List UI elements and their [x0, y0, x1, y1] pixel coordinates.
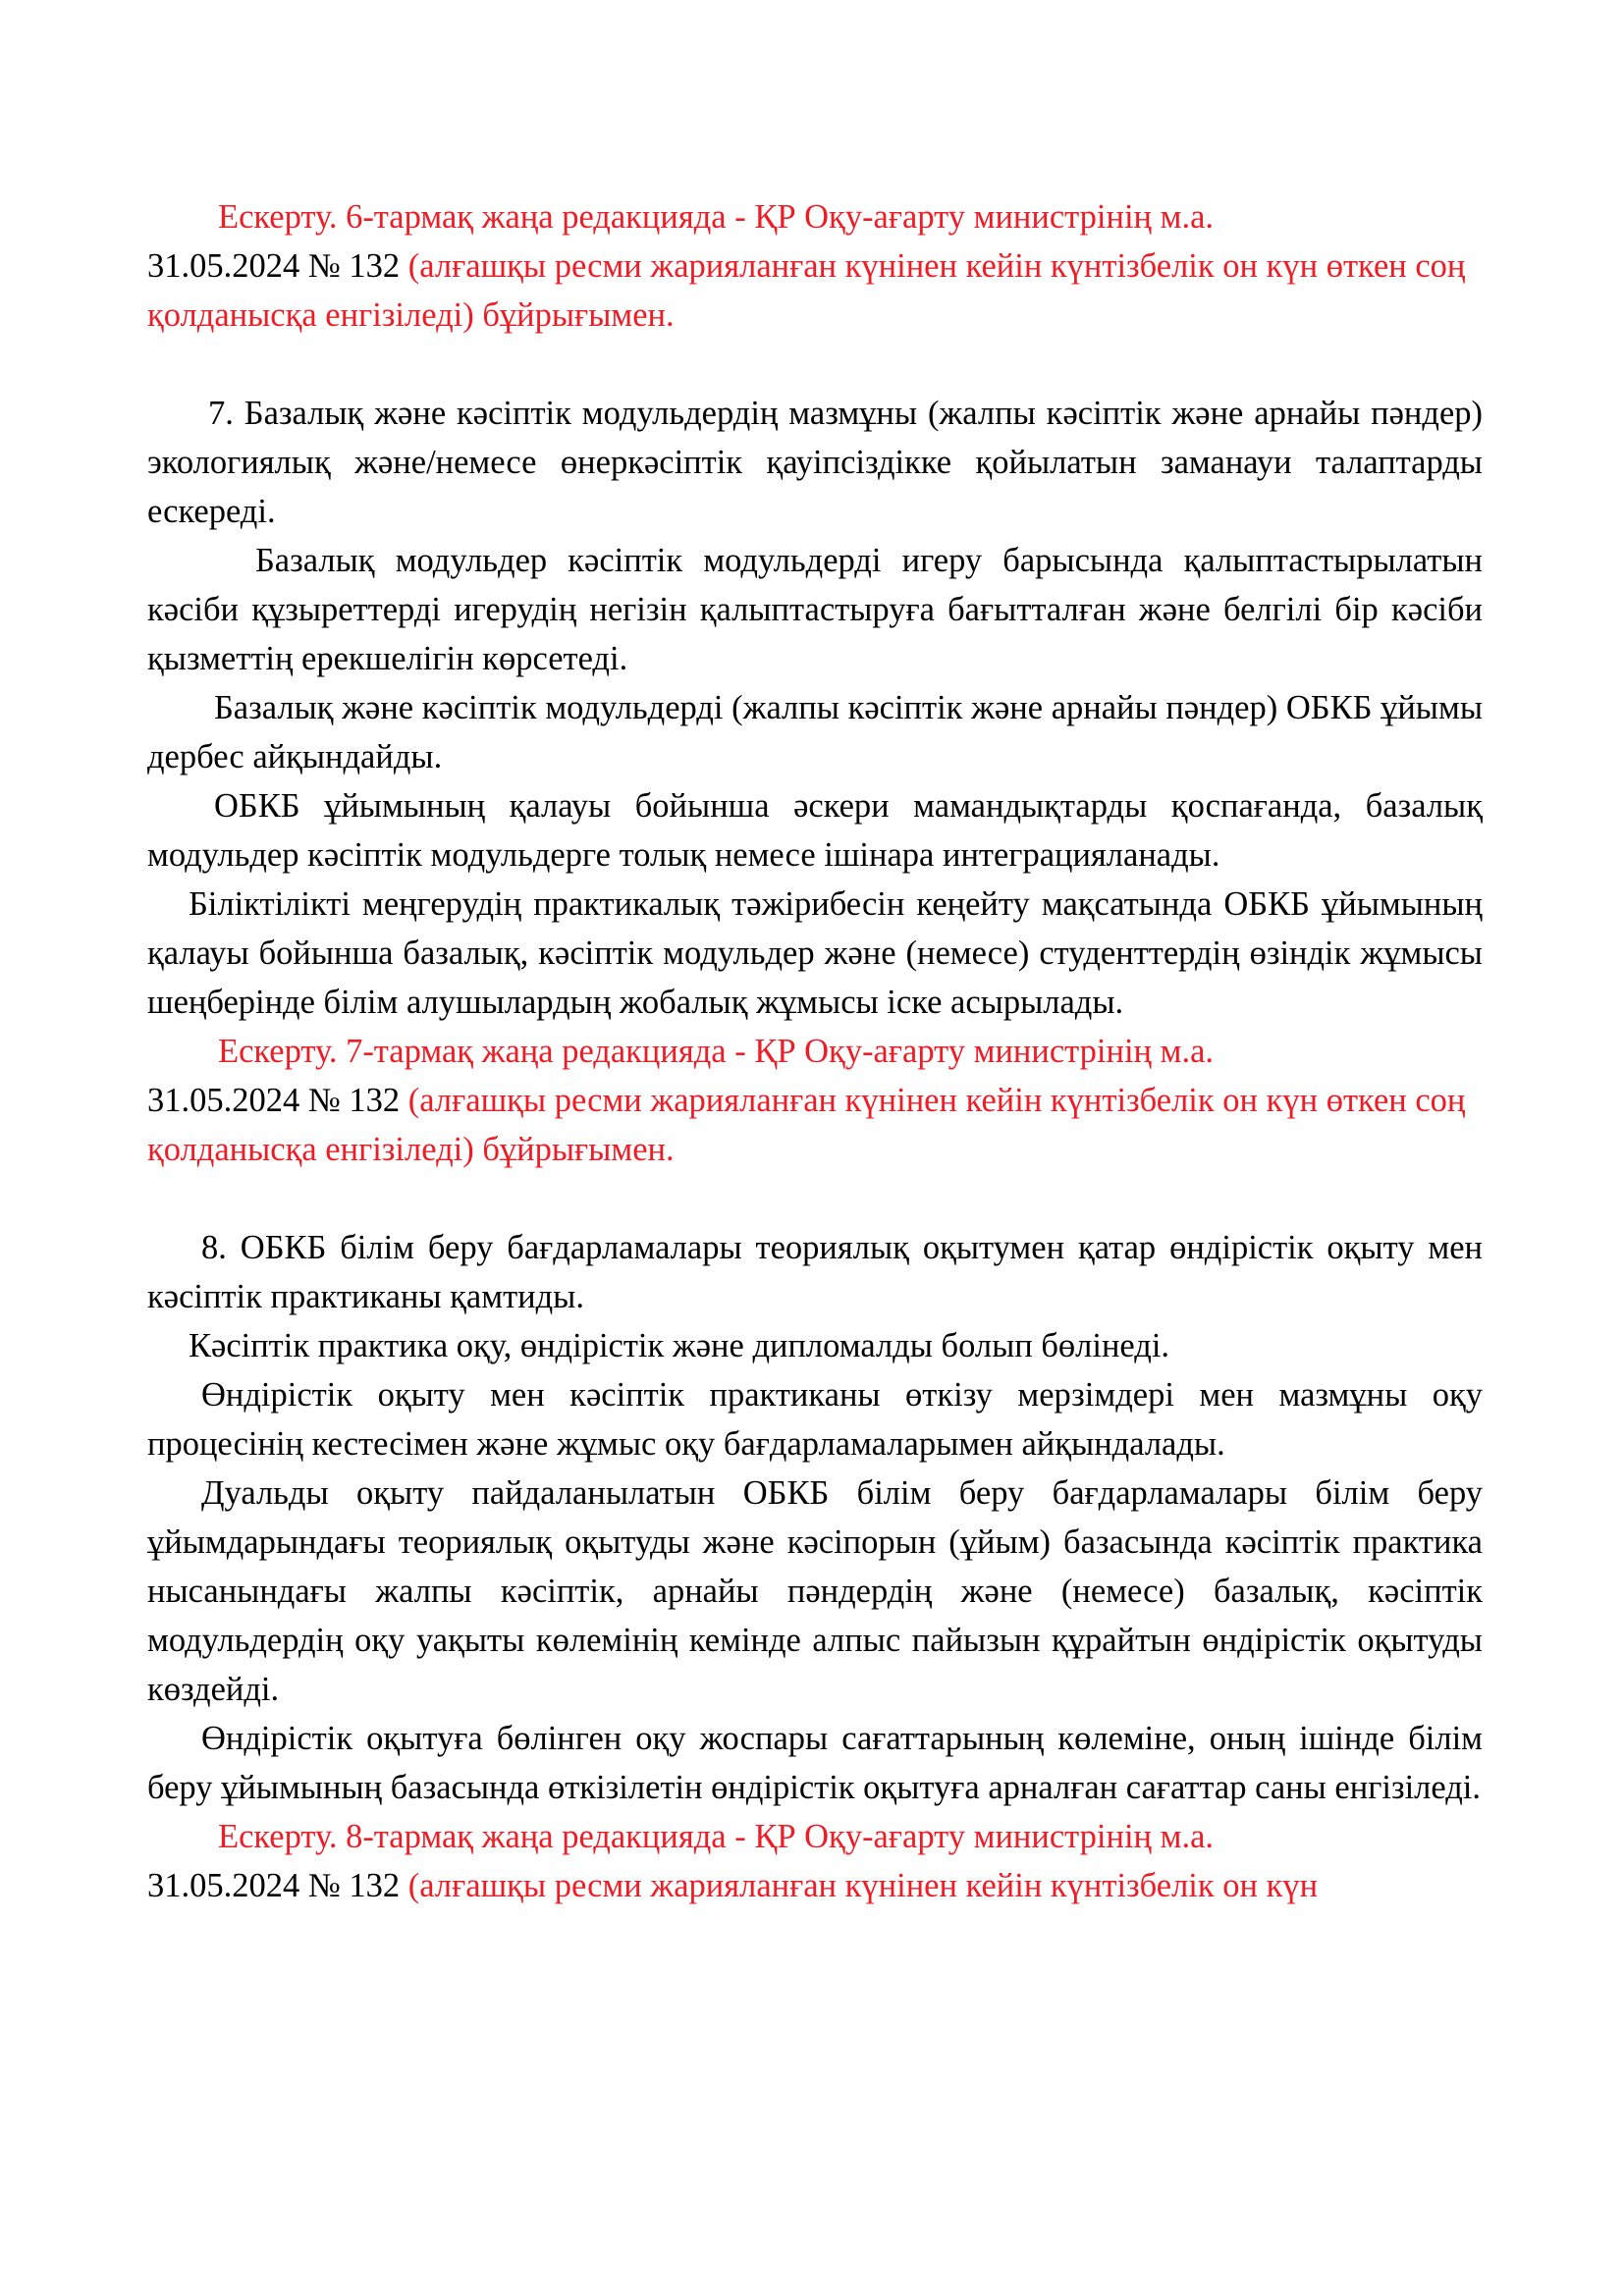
- note-7-reference[interactable]: 31.05.2024 № 132: [147, 1082, 401, 1119]
- clause-7-paragraph-1: 7. Базалық және кәсіптік модульдердің мазмұны (жалпы кәсіптік және арнайы пәндер) экологиялық және/немесе өнеркәсіптік қауіпсіздікке қойылатын заманауи талаптарды ескереді.: [147, 395, 1483, 530]
- note-6-reference[interactable]: 31.05.2024 № 132: [147, 247, 401, 285]
- clause-8-paragraph-1: 8. ОБКБ білім беру бағдарламалары теориялық оқытумен қатар өндірістік оқыту мен кәсіптік практиканы қамтиды.: [147, 1229, 1483, 1315]
- clause-8-paragraph-2: Кәсіптік практика оқу, өндірістік және дипломалды болып бөлінеді.: [189, 1327, 1170, 1364]
- clause-7-paragraph-2: Базалық модульдер кәсіптік модульдерді игеру барысында қалыптастырылатын кәсіби құзыреттерді игерудің негізін қалыптастыруға бағытталған және белгілі бір кәсіби қызметтің ерекшелігін көрсетеді.: [147, 542, 1483, 677]
- clause-8-paragraph-4: Дуальды оқыту пайдаланылатын ОБКБ білім беру бағдарламалары білім беру ұйымдарындағы теориялық оқытуды және кәсіпорын (ұйым) базасында кәсіптік практика нысанындағы жалпы кәсіптік, арнайы пәндердің және (немесе) базалық, кәсіптік модульдердің оқу уақыты көлемінің кемінде алпыс пайызын құрайтын өндірістік оқытуды көздейді.: [147, 1474, 1483, 1708]
- clause-7-paragraph-3: Базалық және кәсіптік модульдерді (жалпы кәсіптік және арнайы пәндер) ОБКБ ұйымы дербес айқындайды.: [147, 689, 1483, 775]
- amendment-note-8: [147, 1812, 1483, 1910]
- amendment-note-7: [147, 1027, 1483, 1174]
- note-8-reference[interactable]: 31.05.2024 № 132: [147, 1867, 401, 1904]
- note-7-lead: Ескерту. 7-тармақ жаңа редакцияда - ҚР Оқу-ағарту министрінің м.а.: [218, 1033, 1215, 1070]
- spacer: [147, 340, 1483, 389]
- document-page: [147, 192, 1483, 1910]
- clause-7-paragraph-4: ОБКБ ұйымының қалауы бойынша әскери мамандықтарды қоспағанда, базалық модульдер кәсіптік модульдерге толық немесе ішінара интеграцияланады.: [147, 787, 1483, 874]
- spacer: [147, 1174, 1483, 1223]
- note-8-tail: (алғашқы ресми жарияланған күнінен кейін күнтізбелік он күн: [400, 1867, 1319, 1904]
- amendment-note-6: [147, 192, 1483, 340]
- note-6-lead: Ескерту. 6-тармақ жаңа редакцияда - ҚР Оқу-ағарту министрінің м.а.: [218, 198, 1215, 236]
- note-8-lead: Ескерту. 8-тармақ жаңа редакцияда - ҚР Оқу-ағарту министрінің м.а.: [218, 1818, 1215, 1855]
- clause-8-paragraph-5: Өндірістік оқытуға бөлінген оқу жоспары сағаттарының көлеміне, оның ішінде білім беру ұйымының базасында өткізілетін өндірістік оқытуға арналған сағаттар саны енгізіледі.: [147, 1720, 1483, 1806]
- clause-7-paragraph-5: Біліктілікті меңгерудің практикалық тәжірибесін кеңейту мақсатында ОБКБ ұйымының қалауы бойынша базалық, кәсіптік модульдер және (немесе) студенттердің өзіндік жұмысы шеңберінде білім алушылардың жобалық жұмысы іске асырылады.: [147, 885, 1483, 1021]
- note-6-tail: (алғашқы ресми жарияланған күнінен кейін күнтізбелік он күн өткен соң қолданысқа енгізіледі) бұйрығымен.: [147, 247, 1466, 334]
- note-7-tail: (алғашқы ресми жарияланған күнінен кейін күнтізбелік он күн өткен соң қолданысқа енгізіледі) бұйрығымен.: [147, 1082, 1466, 1168]
- clause-8-paragraph-3: Өндірістік оқыту мен кәсіптік практиканы өткізу мерзімдері мен мазмұны оқу процесінің кестесімен және жұмыс оқу бағдарламаларымен айқындалады.: [147, 1376, 1483, 1463]
